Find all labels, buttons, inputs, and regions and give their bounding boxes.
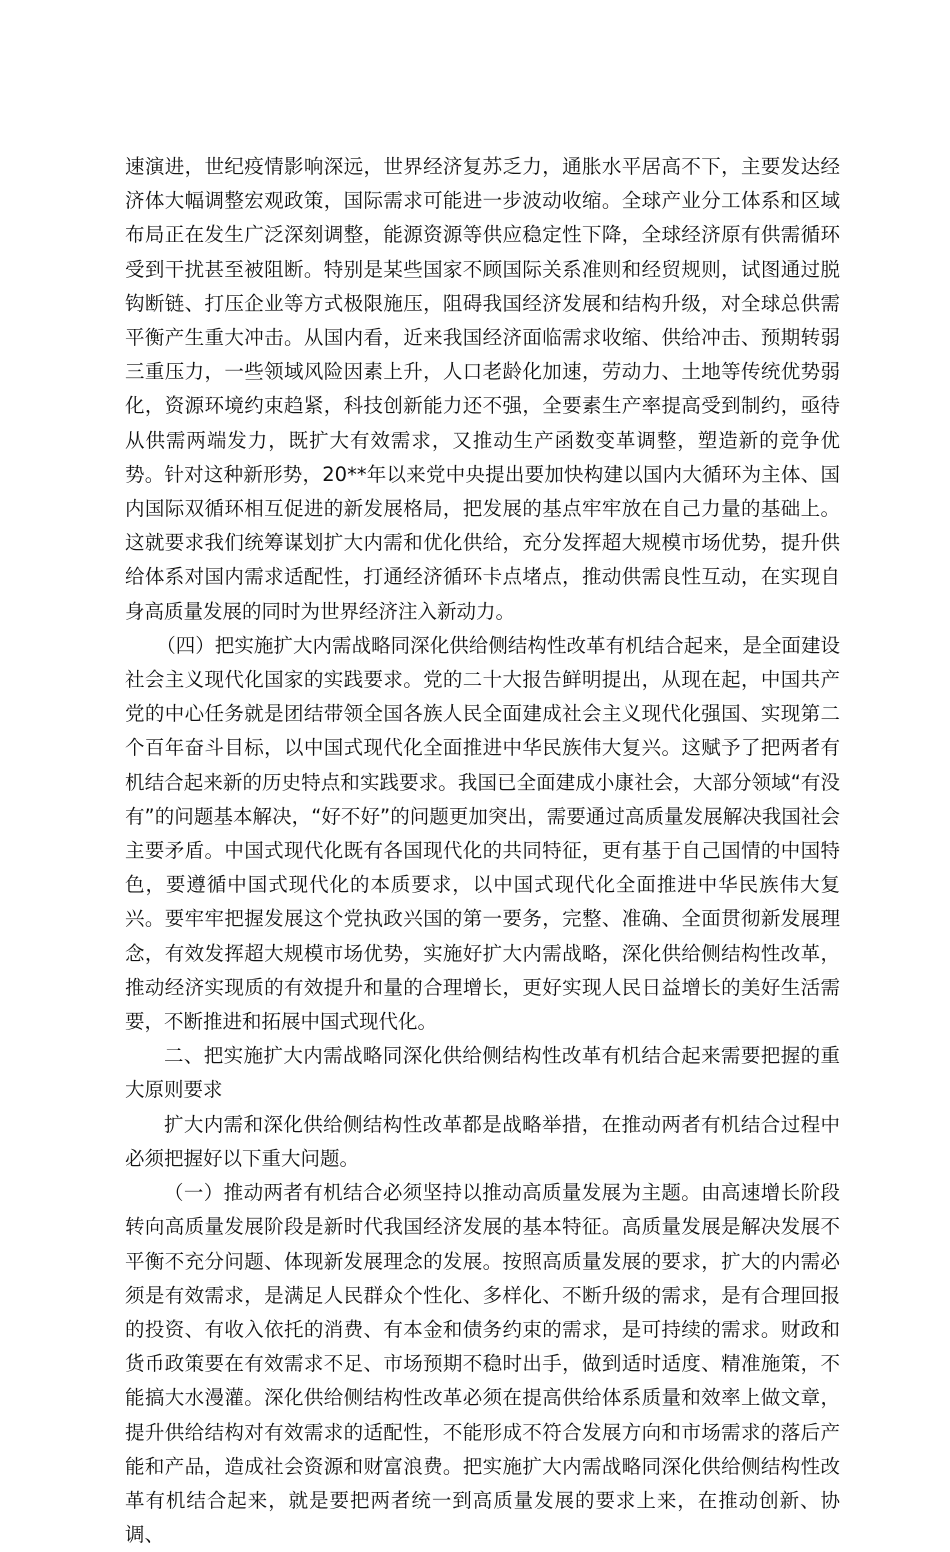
paragraph-section-4: （四）把实施扩大内需战略同深化供给侧结构性改革有机结合起来，是全面建设社会主义现代化国家的实践要求。党的二十大报告鲜明提出，从现在起，中国共产党的中心任务就是团结带领全国各族人民全面建成社会主义现代化强国、实现第二个百年奋斗目标，以中国式现代化全面推进中华民族伟大复兴。这赋予了把两者有机结合起来新的历史特点和实践要求。我国已全面建成小康社会，大部分领域“有没有”的问题基本解决，“好不好”的问题更加突出，需要通过高质量发展解决我国社会主要矛盾。中国式现代化既有各国现代化的共同特征，更有基于自己国情的中国特色，要遵循中国式现代化的本质要求，以中国式现代化全面推进中华民族伟大复兴。要牢牢把握发展这个党执政兴国的第一要务，完整、准确、全面贯彻新发展理念，有效发挥超大规模市场优势，实施好扩大内需战略，深化供给侧结构性改革，推动经济实现质的有效提升和量的合理增长，更好实现人民日益增长的美好生活需要，不断推进和拓展中国式现代化。 [125, 633, 840, 1034]
section-heading-2: 二、把实施扩大内需战略同深化供给侧结构性改革有机结合起来需要把握的重大原则要求 [125, 1044, 840, 1102]
paragraph-intro: 扩大内需和深化供给侧结构性改革都是战略举措，在推动两者有机结合过程中必须把握好以下重大问题。 [125, 1112, 840, 1170]
document-page [125, 150, 840, 1552]
paragraph-global-situation: 速演进，世纪疫情影响深远，世界经济复苏乏力，通胀水平居高不下，主要发达经济体大幅调整宏观政策，国际需求可能进一步波动收缩。全球产业分工体系和区域布局正在发生广泛深刻调整，能源资源等供应稳定性下降，全球经济原有供需循环受到干扰甚至被阻断。特别是某些国家不顾国际关系准则和经贸规则，试图通过脱钩断链、打压企业等方式极限施压，阻碍我国经济发展和结构升级，对全球总供需平衡产生重大冲击。从国内看，近来我国经济面临需求收缩、供给冲击、预期转弱三重压力，一些领域风险因素上升，人口老龄化加速，劳动力、土地等传统优势弱化，资源环境约束趋紧，科技创新能力还不强，全要素生产率提高受到制约，亟待从供需两端发力，既扩大有效需求，又推动生产函数变革调整，塑造新的竞争优势。针对这种新形势，20**年以来党中央提出要加快构建以国内大循环为主体、国内国际双循环相互促进的新发展格局，把发展的基点牢牢放在自己力量的基础上。这就要求我们统筹谋划扩大内需和优化供给，充分发挥超大规模市场优势，提升供给体系对国内需求适配性，打通经济循环卡点堵点，推动供需良性互动，在实现自身高质量发展的同时为世界经济注入新动力。 [125, 155, 840, 623]
paragraph-item-1: （一）推动两者有机结合必须坚持以推动高质量发展为主题。由高速增长阶段转向高质量发展阶段是新时代我国经济发展的基本特征。高质量发展是解决发展不平衡不充分问题、体现新发展理念的发展。按照高质量发展的要求，扩大的内需必须是有效需求，是满足人民群众个性化、多样化、不断升级的需求，是有合理回报的投资、有收入依托的消费、有本金和债务约束的需求，是可持续的需求。财政和货币政策要在有效需求不足、市场预期不稳时出手，做到适时适度、精准施策，不能搞大水漫灌。深化供给侧结构性改革必须在提高供给体系质量和效率上做文章，提升供给结构对有效需求的适配性，不能形成不符合发展方向和市场需求的落后产能和产品，造成社会资源和财富浪费。把实施扩大内需战略同深化供给侧结构性改革有机结合起来，就是要把两者统一到高质量发展的要求上来，在推动创新、协调、 [125, 1181, 840, 1547]
